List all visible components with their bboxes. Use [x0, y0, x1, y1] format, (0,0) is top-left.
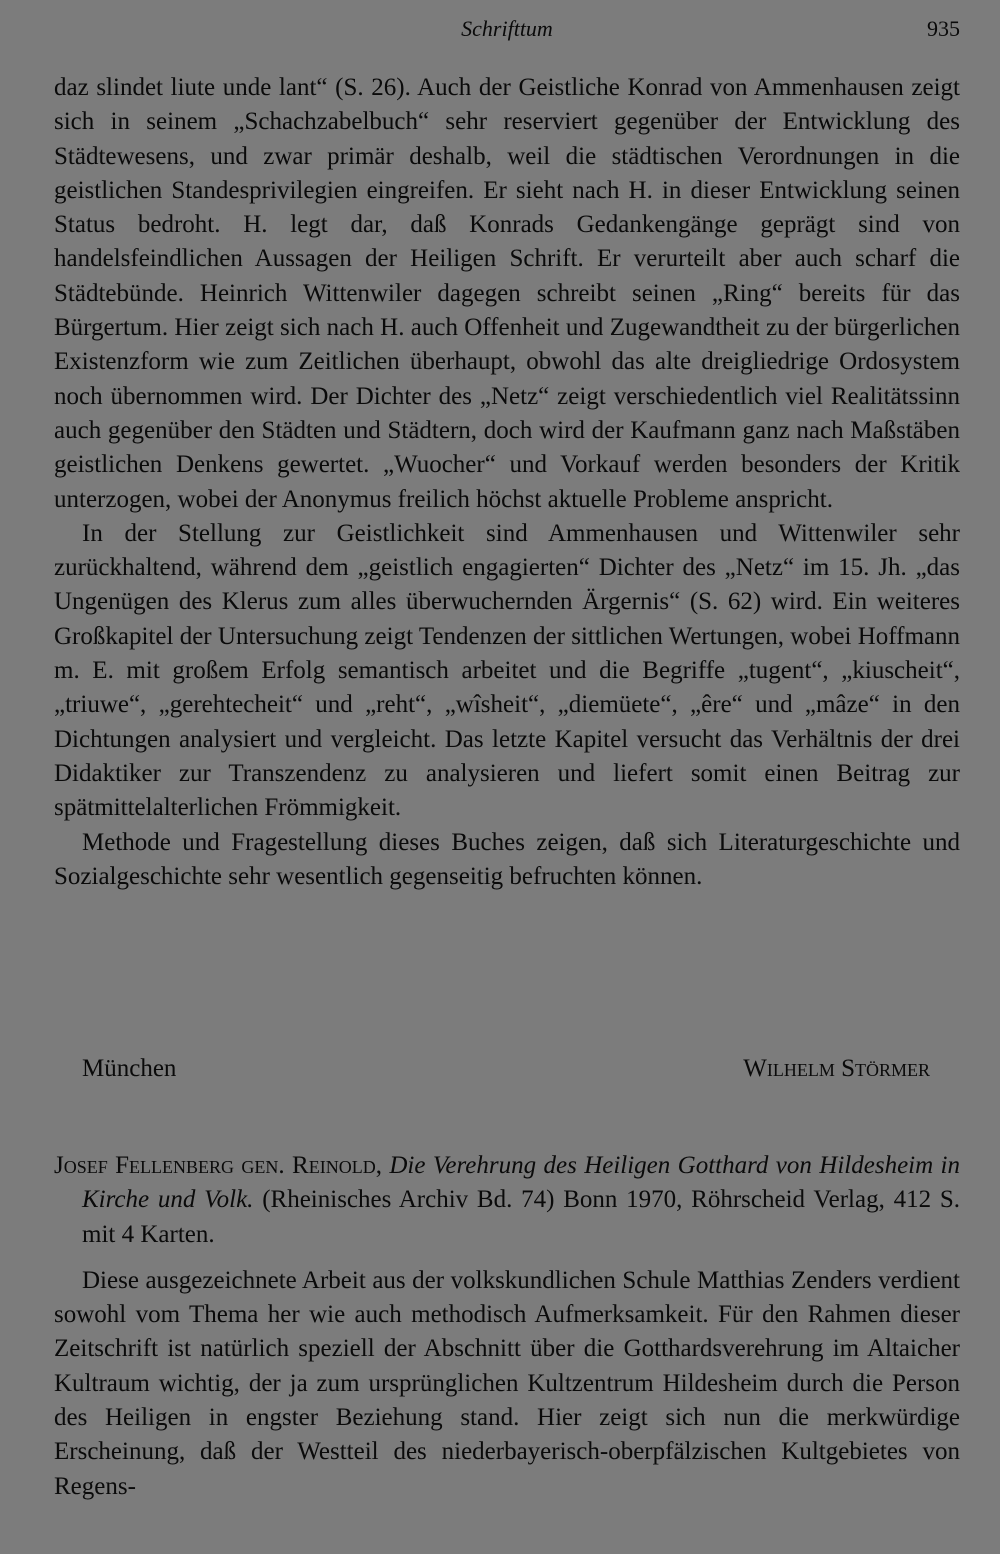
running-head-title: Schrifttum — [461, 16, 553, 41]
running-head — [54, 16, 960, 46]
book-page — [54, 0, 960, 1554]
review-body-continued — [54, 71, 960, 894]
signature-place: München — [82, 1055, 177, 1082]
book-author: Josef Fellenberg gen. Reinold, — [54, 1152, 382, 1179]
bibliographic-entry — [54, 1149, 960, 1252]
paragraph: Methode und Fragestellung dieses Buches zeigen, daß sich Literaturgeschichte und Sozialgeschichte sehr wesentlich gegenseitig befruchten können. — [54, 828, 960, 890]
page-number: 935 — [927, 16, 960, 41]
book-details: (Rheinisches Archiv Bd. 74) Bonn 1970, Röhrscheid Verlag, 412 S. mit 4 Karten. — [82, 1186, 961, 1248]
signature-author: Wilhelm Störmer — [743, 1055, 930, 1082]
next-review — [54, 1149, 960, 1504]
paragraph: Diese ausgezeichnete Arbeit aus der volkskundlichen Schule Matthias Zenders verdient sowohl vom Thema her wie auch methodisch Aufmerksamkeit. Für den Rahmen dieser Zeitschrift ist natürlich speziell der Abschnitt über die Gotthardsverehrung im Altaicher Kultraum wichtig, der ja zum ursprünglichen Kultzentrum Hildesheim durch die Person des Heiligen in engster Beziehung stand. Hier zeigt sich nun die merkwürdige Erscheinung, daß der Westteil des niederbayerisch-oberpfälzischen Kultgebietes von Regens- — [54, 1266, 960, 1500]
paragraph: In der Stellung zur Geistlichkeit sind Ammenhausen und Wittenwiler sehr zurückhaltend, während dem „geistlich engagierten“ Dichter des „Netz“ im 15. Jh. „das Ungenügen des Klerus zum alles überwuchernden Ärgernis“ (S. 62) wird. Ein weiteres Großkapitel der Untersuchung zeigt Tendenzen der sittlichen Wertungen, wobei Hoffmann m. E. mit großem Erfolg semantisch arbeitet und die Begriffe „tugent“, „kiuscheit“, „triuwe“, „gerehtecheit“ und „reht“, „wîsheit“, „diemüete“, „êre“ und „mâze“ in den Dichtungen analysiert und vergleicht. Das letzte Kapitel versucht das Verhältnis der drei Didaktiker zur Transzendenz zu analysieren und liefert somit einen Beitrag zur spätmittelalterlichen Frömmigkeit. — [54, 519, 960, 822]
book-title: Die Verehrung des Heiligen Gotthard von Hildesheim in Kirche und Volk. — [82, 1152, 961, 1214]
paragraph: daz slindet liute unde lant“ (S. 26). Auch der Geistliche Konrad von Ammenhausen zeigt sich in seinem „Schachzabelbuch“ sehr reserviert gegenüber der Entwicklung des Städtewesens, und zwar primär deshalb, weil die städtischen Verordnungen in die geistlichen Standesprivilegien eingreifen. Er sieht nach H. in dieser Entwicklung seinen Status bedroht. H. legt dar, daß Konrads Gedankengänge geprägt sind von handelsfeindlichen Aussagen der Heiligen Schrift. Er verurteilt aber auch scharf die Städtebünde. Heinrich Wittenwiler dagegen schreibt seinen „Ring“ bereits für das Bürgertum. Hier zeigt sich nach H. auch Offenheit und Zugewandtheit zu der bürgerlichen Existenzform wie zum Zeitlichen überhaupt, obwohl das alte dreigliedrige Ordosystem noch übernommen wird. Der Dichter des „Netz“ zeigt verschiedentlich viel Realitätssinn auch gegenüber den Städten und Städtern, doch wird der Kaufmann ganz nach Maßstäben geistlichen Denkens gewertet. „Wuocher“ und Vorkauf werden besonders der Kritik unterzogen, wobei der Anonymus freilich höchst aktuelle Probleme anspricht. — [54, 74, 960, 513]
